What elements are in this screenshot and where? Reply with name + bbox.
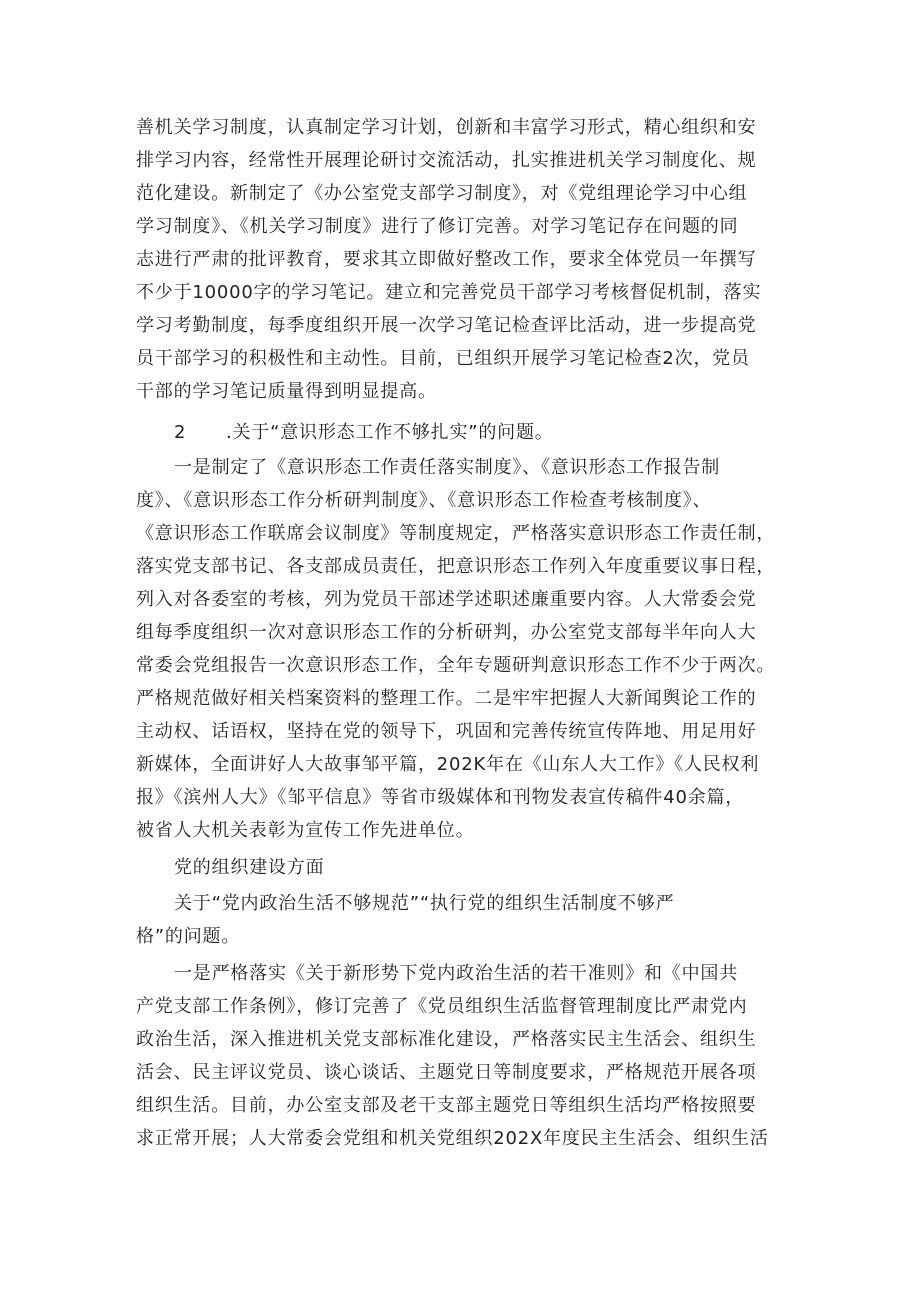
body-text-line: 新媒体，全面讲好人大故事邹平篇，202K年在《山东人大工作》《人民权利 [136, 754, 760, 775]
body-text-line: 政治生活，深入推进机关党支部标准化建设，严格落实民主生活会、组织生 [136, 1029, 757, 1050]
body-text-line: 学习考勤制度，每季度组织开展一次学习笔记检查评比活动，进一步提高党 [136, 315, 757, 336]
body-text-line: 学习制度》、《机关学习制度》进行了修订完善。对学习笔记存在问题的同 [136, 216, 739, 237]
body-text-line: 主动权、话语权，坚持在党的领导下，巩固和完善传统宣传阵地、用足用好 [136, 721, 757, 742]
section-number: 2 [174, 422, 186, 443]
section-title: 党的组织建设方面 [174, 857, 325, 878]
body-text-line: 组织生活。目前，办公室支部及老干支部主题党日等组织生活均严格按照要 [136, 1095, 757, 1116]
body-text-line: 求正常开展；人大常委会党组和机关党组织202X年度民主生活会、组织生活 [136, 1128, 769, 1149]
body-text-line: 排学习内容，经常性开展理论研讨交流活动，扎实推进机关学习制度化、规 [136, 150, 757, 171]
issue-heading-line: 关于“党内政治生活不够规范”“执行党的组织生活制度不够严 [174, 893, 675, 914]
body-text-line: 干部的学习笔记质量得到明显提高。 [136, 381, 437, 402]
body-text-line: 不少于10000字的学习笔记。建立和完善党员干部学习考核督促机制，落实 [136, 282, 762, 303]
body-text-line: 活会、民主评议党员、谈心谈话、主题党日等制度要求，严格规范开展各项 [136, 1062, 757, 1083]
body-text-line: 组每季度组织一次对意识形态工作的分析研判，办公室党支部每半年向人大 [136, 622, 757, 643]
paragraph-first-line: 一是严格落实《关于新形势下党内政治生活的若干准则》和《中国共 [174, 963, 738, 984]
body-text-line: 度》、《意识形态工作分析研判制度》、《意识形态工作检查考核制度》、 [136, 490, 712, 511]
paragraph-first-line: 一是制定了《意识形态工作责任落实制度》、《意识形态工作报告制 [174, 457, 720, 478]
body-text-line: 员干部学习的积极性和主动性。目前，已组织开展学习笔记检查2次，党员 [136, 348, 750, 369]
section-heading: .关于“意识形态工作不够扎实”的问题。 [226, 422, 554, 443]
body-text-line: 报》《滨州人大》《邹平信息》等省市级媒体和刊物发表宣传稿件40余篇， [136, 787, 745, 808]
body-text-line: 落实党支部书记、各支部成员责任，把意识形态工作列入年度重要议事日程， [136, 556, 776, 577]
body-text-line: 严格规范做好相关档案资料的整理工作。二是牢牢把握人大新闻舆论工作的 [136, 688, 757, 709]
body-text-line: 《意识形态工作联席会议制度》等制度规定，严格落实意识形态工作责任制， [136, 523, 776, 544]
body-text-line: 善机关学习制度，认真制定学习计划，创新和丰富学习形式，精心组织和安 [136, 117, 757, 138]
body-text-line: 列入对各委室的考核，列为党员干部述学述职述廉重要内容。人大常委会党 [136, 589, 757, 610]
body-text-line: 产党支部工作条例》，修订完善了《党员组织生活监督管理制度比严肃党内 [136, 996, 748, 1017]
body-text-line: 被省人大机关表彰为宣传工作先进单位。 [136, 820, 475, 841]
body-text-line: 常委会党组报告一次意识形态工作，全年专题研判意识形态工作不少于两次。 [136, 655, 776, 676]
body-text-line: 志进行严肃的批评教育，要求其立即做好整改工作，要求全体党员一年撰写 [136, 249, 757, 270]
body-text-line: 范化建设。新制定了《办公室党支部学习制度》，对《党组理论学习中心组 [136, 183, 748, 204]
issue-heading-line: 格”的问题。 [136, 926, 241, 947]
